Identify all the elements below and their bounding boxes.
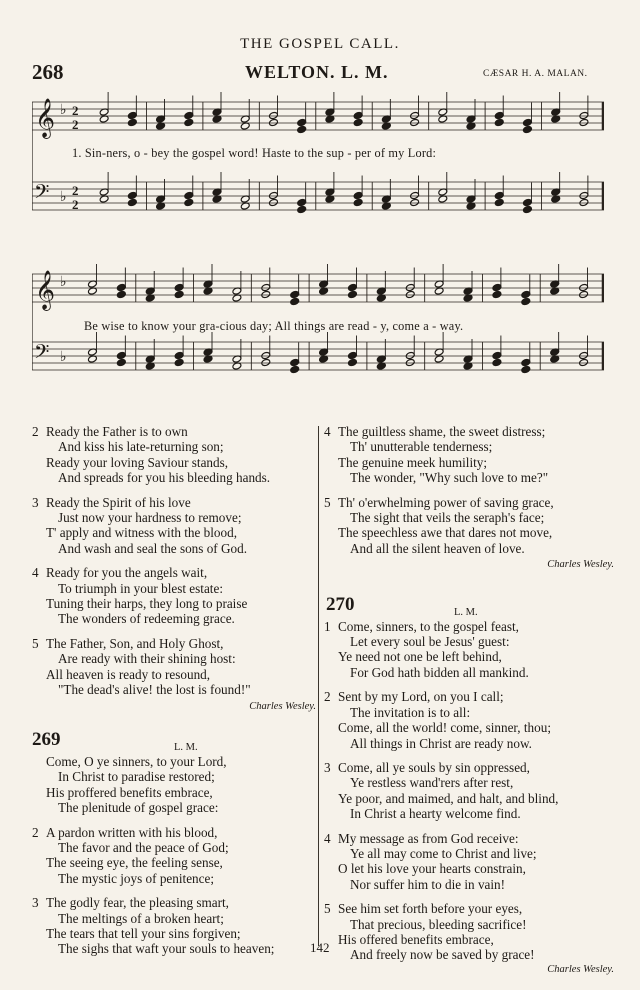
note-head	[579, 111, 589, 119]
stanza-line: Come, O ye sinners, to your Lord,	[46, 753, 227, 769]
verse-number: 2	[32, 424, 39, 439]
note-head	[579, 358, 589, 366]
note-head	[261, 351, 271, 359]
stanza-line: Sent by my Lord, on you I call;	[338, 689, 504, 705]
note-head	[494, 111, 504, 119]
verse-number: 3	[32, 895, 39, 911]
stanza	[324, 495, 614, 557]
hymn-269-continued-stanzas	[324, 424, 614, 556]
note-head	[410, 191, 420, 199]
note-head	[521, 290, 531, 298]
note-head	[290, 358, 300, 366]
stanza	[324, 901, 614, 963]
stanza-line: T' apply and witness with the blood,	[46, 525, 238, 541]
stanza-line: The plenitude of gospel grace:	[58, 800, 219, 816]
column-divider	[318, 426, 319, 946]
note-head	[579, 283, 589, 291]
page-header: THE GOSPEL CALL.	[240, 36, 400, 52]
note-head	[410, 198, 420, 206]
verse-number: 4	[324, 830, 331, 846]
note-head	[269, 118, 279, 126]
page-number: 142	[310, 940, 330, 955]
note-head	[297, 205, 307, 213]
stanza-line: A pardon written with his blood,	[46, 824, 218, 840]
note-head	[348, 351, 358, 359]
stanza-line: O let his love your hearts constrain,	[338, 861, 526, 877]
note-head	[297, 118, 307, 126]
stanza-line: Ye need not one be left behind,	[338, 649, 502, 665]
note-head	[261, 283, 271, 291]
treble-clef-icon: 𝄞	[35, 98, 56, 138]
note-head	[261, 358, 271, 366]
stanza-line: In Christ a hearty welcome find.	[350, 806, 521, 822]
stanza-line: The seeing eye, the feeling sense,	[46, 855, 223, 871]
stanza	[32, 754, 316, 816]
stanza-line: Ready for you the angels wait,	[46, 565, 208, 581]
stanza-line: Come, all ye souls by sin oppressed,	[338, 759, 530, 775]
note-head	[492, 351, 502, 359]
flat-icon: ♭	[60, 350, 67, 365]
stanza-line: The sight that veils the seraph's face;	[350, 510, 545, 526]
note-head	[579, 191, 589, 199]
stanza	[32, 424, 316, 486]
note-head	[261, 290, 271, 298]
stanza-line: And all the silent heaven of love.	[350, 540, 525, 556]
stanza-line: Come, sinners, to the gospel feast,	[338, 618, 519, 634]
note-head	[269, 191, 279, 199]
note-head	[494, 198, 504, 206]
stanza-line: That precious, bleeding sacrifice!	[350, 916, 527, 932]
note-head	[492, 283, 502, 291]
verse-number: 1	[324, 618, 331, 634]
stanza-line: Ye restless wand'rers after rest,	[350, 775, 514, 791]
stanza	[32, 636, 316, 698]
note-head	[494, 191, 504, 199]
music-system-1	[32, 90, 604, 235]
note-head	[269, 111, 279, 119]
hymn-269-heading	[32, 728, 316, 754]
stanza-line: His proffered benefits embrace,	[46, 784, 213, 800]
author-signature: Charles Wesley.	[249, 700, 316, 712]
note-head	[521, 358, 531, 366]
note-head	[521, 365, 531, 373]
note-head	[521, 297, 531, 305]
note-head	[405, 283, 415, 291]
stanza-line: The godly fear, the pleasing smart,	[46, 895, 229, 911]
author-signature: Charles Wesley.	[547, 963, 614, 975]
note-head	[127, 111, 137, 119]
treble-clef-icon: 𝄞	[35, 270, 56, 310]
stanza-line: Th' unutterable tenderness;	[350, 439, 493, 455]
note-head	[269, 198, 279, 206]
stanza-line: And kiss his late-returning son;	[58, 439, 224, 455]
note-head	[174, 283, 184, 291]
stanza-line: The mystic joys of penitence;	[58, 870, 215, 886]
hymn-meter: L. M.	[454, 606, 478, 618]
stanza	[324, 831, 614, 893]
stanza-line: And spreads for you his bleeding hands.	[58, 470, 271, 486]
bass-clef-icon: 𝄢	[34, 180, 50, 208]
hymn-270-heading	[324, 593, 614, 619]
stanza-line: The sighs that waft your souls to heaven;	[58, 941, 275, 957]
stanza	[324, 424, 614, 486]
note-head	[184, 191, 194, 199]
stanza-line: The meltings of a broken heart;	[58, 910, 224, 926]
note-head	[297, 198, 307, 206]
stanza-line: The Father, Son, and Holy Ghost,	[46, 635, 224, 651]
note-head	[353, 198, 363, 206]
note-head	[290, 365, 300, 373]
note-head	[174, 351, 184, 359]
author-signature: Charles Wesley.	[547, 559, 614, 571]
verse-number: 4	[324, 424, 331, 439]
note-head	[579, 118, 589, 126]
stanza	[324, 619, 614, 681]
stanza-line: Are ready with their shining host:	[58, 651, 236, 667]
stanza-line: All things in Christ are ready now.	[350, 735, 532, 751]
note-head	[523, 118, 533, 126]
stanza-line: Ready the Father is to own	[46, 424, 188, 439]
note-head	[127, 118, 137, 126]
note-head	[174, 290, 184, 298]
note-head	[494, 118, 504, 126]
hymn-number-268: 268	[32, 60, 64, 84]
stanza-line: The wonders of redeeming grace.	[58, 611, 235, 627]
note-head	[297, 125, 307, 133]
verse-number: 5	[32, 635, 39, 651]
note-head	[405, 351, 415, 359]
hymn-269-stanzas	[32, 754, 316, 957]
note-head	[116, 290, 126, 298]
note-head	[353, 118, 363, 126]
stanza-line: The invitation is to all:	[350, 704, 471, 720]
stanza-line: Ye poor, and maimed, and halt, and blind,	[338, 790, 559, 806]
stanza-line: Ready your loving Saviour stands,	[46, 454, 229, 470]
note-head	[579, 351, 589, 359]
note-head	[410, 111, 420, 119]
note-head	[184, 111, 194, 119]
stanza-line: My message as from God receive:	[338, 830, 519, 846]
stanza	[32, 565, 316, 627]
time-signature: 2	[72, 197, 79, 212]
bass-staff	[32, 182, 604, 210]
stanza-line: The guiltless shame, the sweet distress;	[338, 424, 546, 439]
tune-name: WELTON. L. M.	[245, 62, 389, 82]
note-head	[523, 198, 533, 206]
hymn-270-stanzas	[324, 619, 614, 963]
composer: CÆSAR H. A. MALAN.	[483, 69, 588, 79]
stanza-line: The wonder, "Why such love to me?"	[350, 470, 549, 486]
note-head	[523, 205, 533, 213]
verse-number: 4	[32, 565, 39, 581]
stanza-line: All heaven is ready to resound,	[46, 666, 211, 682]
note-head	[184, 118, 194, 126]
treble-staff	[32, 102, 604, 130]
hymn-268-stanzas	[32, 424, 316, 698]
right-column	[324, 424, 614, 977]
stanza-line: See him set forth before your eyes,	[338, 901, 523, 917]
note-head	[127, 191, 137, 199]
note-head	[348, 283, 358, 291]
stanza	[32, 495, 316, 557]
verse-number: 3	[324, 759, 331, 775]
flat-icon: ♭	[60, 190, 67, 205]
stanza-line: Nor suffer him to die in vain!	[350, 876, 506, 892]
hymn-number-269: 269	[32, 728, 61, 750]
note-head	[127, 198, 137, 206]
music-lyric-1: 1. Sin-ners, o - bey the gospel word! Haste to the sup - per of my Lord:	[72, 146, 437, 160]
note-head	[579, 290, 589, 298]
stanza-line: The favor and the peace of God;	[58, 839, 229, 855]
stanza-line: Just now your hardness to remove;	[58, 510, 242, 526]
stanza-line: In Christ to paradise restored;	[58, 769, 215, 785]
stanza-line: Tuning their harps, they long to praise	[46, 596, 248, 612]
stanza-line: For God hath bidden all mankind.	[350, 664, 529, 680]
note-head	[348, 290, 358, 298]
left-column	[32, 424, 316, 966]
stanza-line: And wash and seal the sons of God.	[58, 540, 247, 556]
stanza-line: Th' o'erwhelming power of saving grace,	[338, 494, 554, 510]
note-head	[405, 290, 415, 298]
stanza-line: "The dead's alive! the lost is found!"	[58, 682, 251, 698]
hymn-meter: L. M.	[174, 741, 198, 753]
music-lyric-2: Be wise to know your gra-cious day; All things are read - y, come a - way.	[84, 319, 464, 333]
note-head	[174, 358, 184, 366]
note-head	[410, 118, 420, 126]
note-head	[116, 358, 126, 366]
stanza-line: The speechless awe that dares not move,	[338, 525, 553, 541]
note-head	[353, 191, 363, 199]
stanza-line: Ye all may come to Christ and live;	[350, 845, 537, 861]
time-signature: 2	[72, 117, 79, 132]
stanza-line: Ready the Spirit of his love	[46, 494, 191, 510]
note-head	[492, 358, 502, 366]
stanza-line: And freely now be saved by grace!	[350, 947, 535, 963]
note-head	[492, 290, 502, 298]
note-head	[348, 358, 358, 366]
music-score-1	[32, 90, 604, 235]
stanza-line: The tears that tell your sins forgiven;	[46, 925, 241, 941]
hymn-number-270: 270	[326, 593, 355, 615]
note-head	[353, 111, 363, 119]
stanza	[32, 825, 316, 887]
note-head	[405, 358, 415, 366]
note-head	[290, 290, 300, 298]
note-head	[116, 283, 126, 291]
stanza	[324, 760, 614, 822]
note-head	[523, 125, 533, 133]
bass-clef-icon: 𝄢	[34, 340, 50, 368]
stanza-line: Come, all the world! come, sinner, thou;	[338, 720, 551, 736]
note-head	[579, 198, 589, 206]
stanza	[324, 689, 614, 751]
stanza-line: The genuine meek humility;	[338, 454, 488, 470]
verse-number: 2	[324, 689, 331, 705]
flat-icon: ♭	[60, 103, 67, 118]
stanza	[32, 895, 316, 957]
time-signature: 2	[72, 103, 79, 118]
time-signature: 2	[72, 183, 79, 198]
note-head	[116, 351, 126, 359]
flat-icon: ♭	[60, 275, 67, 290]
verse-number: 5	[324, 901, 331, 917]
stanza-line: Let every soul be Jesus' guest:	[350, 634, 510, 650]
note-head	[290, 297, 300, 305]
stanza-line: To triumph in your blest estate:	[58, 580, 223, 596]
note-head	[184, 198, 194, 206]
stanza-line: His offered benefits embrace,	[338, 931, 494, 947]
verse-number: 5	[324, 494, 331, 510]
verse-number: 3	[32, 494, 39, 510]
verse-number: 2	[32, 824, 39, 840]
